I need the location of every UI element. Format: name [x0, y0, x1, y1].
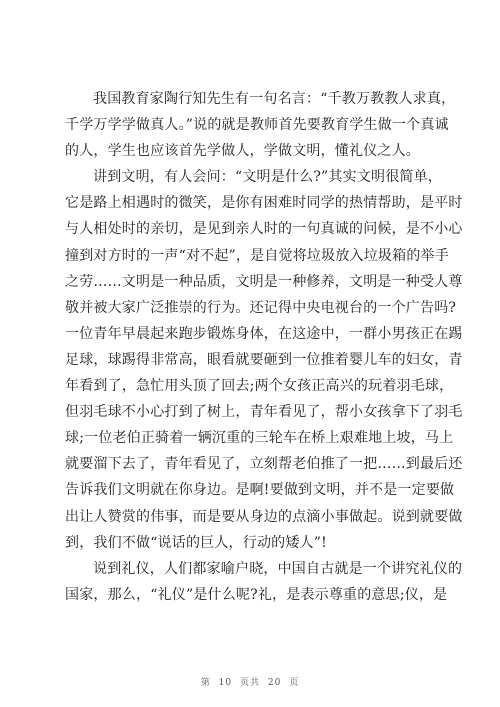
text-line: 就要溜下去了，青年看见了，立刻帮老伯推了一把……到最后还 — [65, 456, 463, 473]
text-line: 但羽毛球不小心打到了树上，青年看见了，帮小女孩拿下了羽毛 — [65, 404, 463, 421]
paragraph-motto — [65, 86, 456, 164]
footer-prefix: 第 — [200, 678, 211, 688]
text-line: 敬并被大家广泛推崇的行为。还记得中央电视台的一个广告吗? — [65, 299, 457, 316]
paragraph-civility — [65, 164, 463, 555]
text-line: 出让人赞赏的伟事，而是要从身边的点滴小事做起。说到就要做 — [65, 508, 463, 525]
text-line: 讲到文明，有人会问：“文明是什么?”其实文明很简单， — [93, 169, 443, 186]
text-line: 说到礼仪，人们都家喻户晓，中国自古就是一个讲究礼仪的 — [93, 560, 463, 577]
text-line: 千学万学学做真人。”说的就是教师首先要教育学生做一个真诚 — [65, 117, 449, 134]
text-line: 告诉我们文明就在你身边。是啊!要做到文明，并不是一定要做 — [65, 482, 455, 499]
text-line: 国家，那么，“礼仪”是什么呢?礼，是表示尊重的意思;仪，是 — [65, 586, 448, 603]
footer-middle: 页共 — [239, 678, 260, 688]
text-line: 一位青年早晨起来跑步锻炼身体，在这途中，一群小男孩正在踢 — [65, 325, 463, 342]
text-line: 它是路上相遇时的微笑，是你有困难时同学的热情帮助，是平时 — [65, 195, 463, 212]
text-line: 撞到对方时的一声“对不起”，是自觉将垃圾放入垃圾箱的举手 — [65, 247, 449, 264]
text-line: 到，我们不做“说话的巨人，行动的矮人”! — [65, 534, 327, 551]
text-line: 与人相处时的亲切，是见到亲人时的一句真诚的问候，是不小心 — [65, 221, 463, 238]
current-page-number: 10 — [218, 678, 233, 688]
total-page-number: 20 — [267, 678, 282, 688]
paragraph-etiquette — [65, 556, 463, 608]
text-line: 之劳……文明是一种品质，文明是一种修养，文明是一种受人尊 — [65, 273, 463, 290]
text-line: 球;一位老伯正骑着一辆沉重的三轮车在桥上艰难地上坡，马上 — [65, 430, 454, 447]
page-footer — [0, 675, 500, 688]
text-line: 我国教育家陶行知先生有一句名言：“千教万教教人求真， — [93, 91, 456, 107]
footer-suffix: 页 — [289, 678, 300, 688]
text-line: 的人，学生也应该首先学做人，学做文明，懂礼仪之人。 — [65, 143, 420, 160]
body-text — [65, 86, 463, 608]
text-line: 足球，球踢得非常高，眼看就要砸到一位推着婴儿车的妇女，青 — [65, 351, 463, 368]
text-line: 年看到了，急忙用头顶了回去;两个女孩正高兴的玩着羽毛球， — [65, 378, 454, 395]
